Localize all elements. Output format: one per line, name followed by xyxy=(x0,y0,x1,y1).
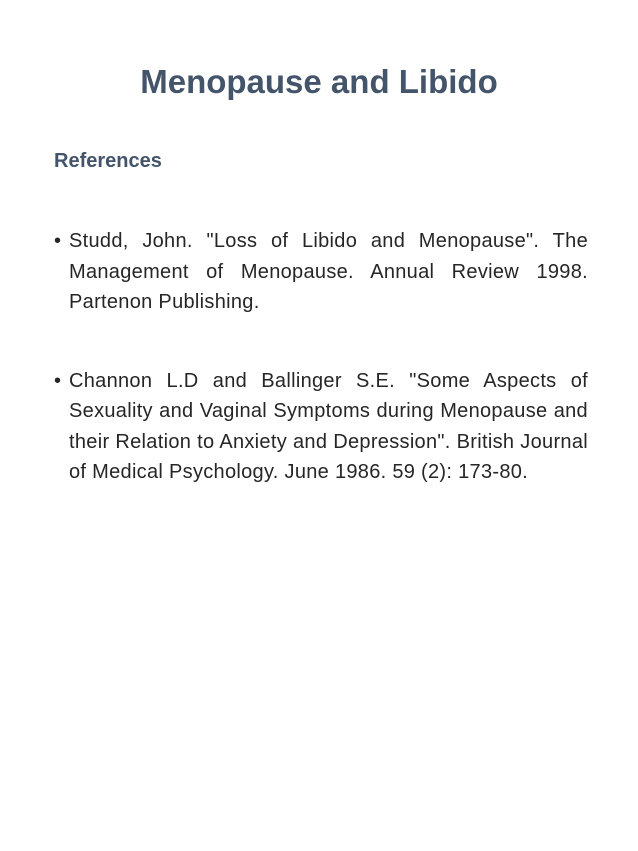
reference-item xyxy=(54,366,588,488)
reference-text: Studd, John. "Loss of Libido and Menopause". The Management of Menopause. Annual Review 1998. Partenon Publishing. xyxy=(69,230,588,313)
references-heading: References xyxy=(54,150,162,172)
slide-title: Menopause and Libido xyxy=(140,63,498,100)
references-list xyxy=(54,226,588,488)
reference-text: Channon L.D and Ballinger S.E. "Some Aspects of Sexuality and Vaginal Symptoms during Menopause and their Relation to Anxiety and Depression". British Journal of Medical Psychology. June 1986. 59 (2): 173-80. xyxy=(69,369,588,483)
reference-item xyxy=(54,226,588,318)
bullet-icon: • xyxy=(54,230,62,252)
bullet-icon: • xyxy=(54,369,62,392)
